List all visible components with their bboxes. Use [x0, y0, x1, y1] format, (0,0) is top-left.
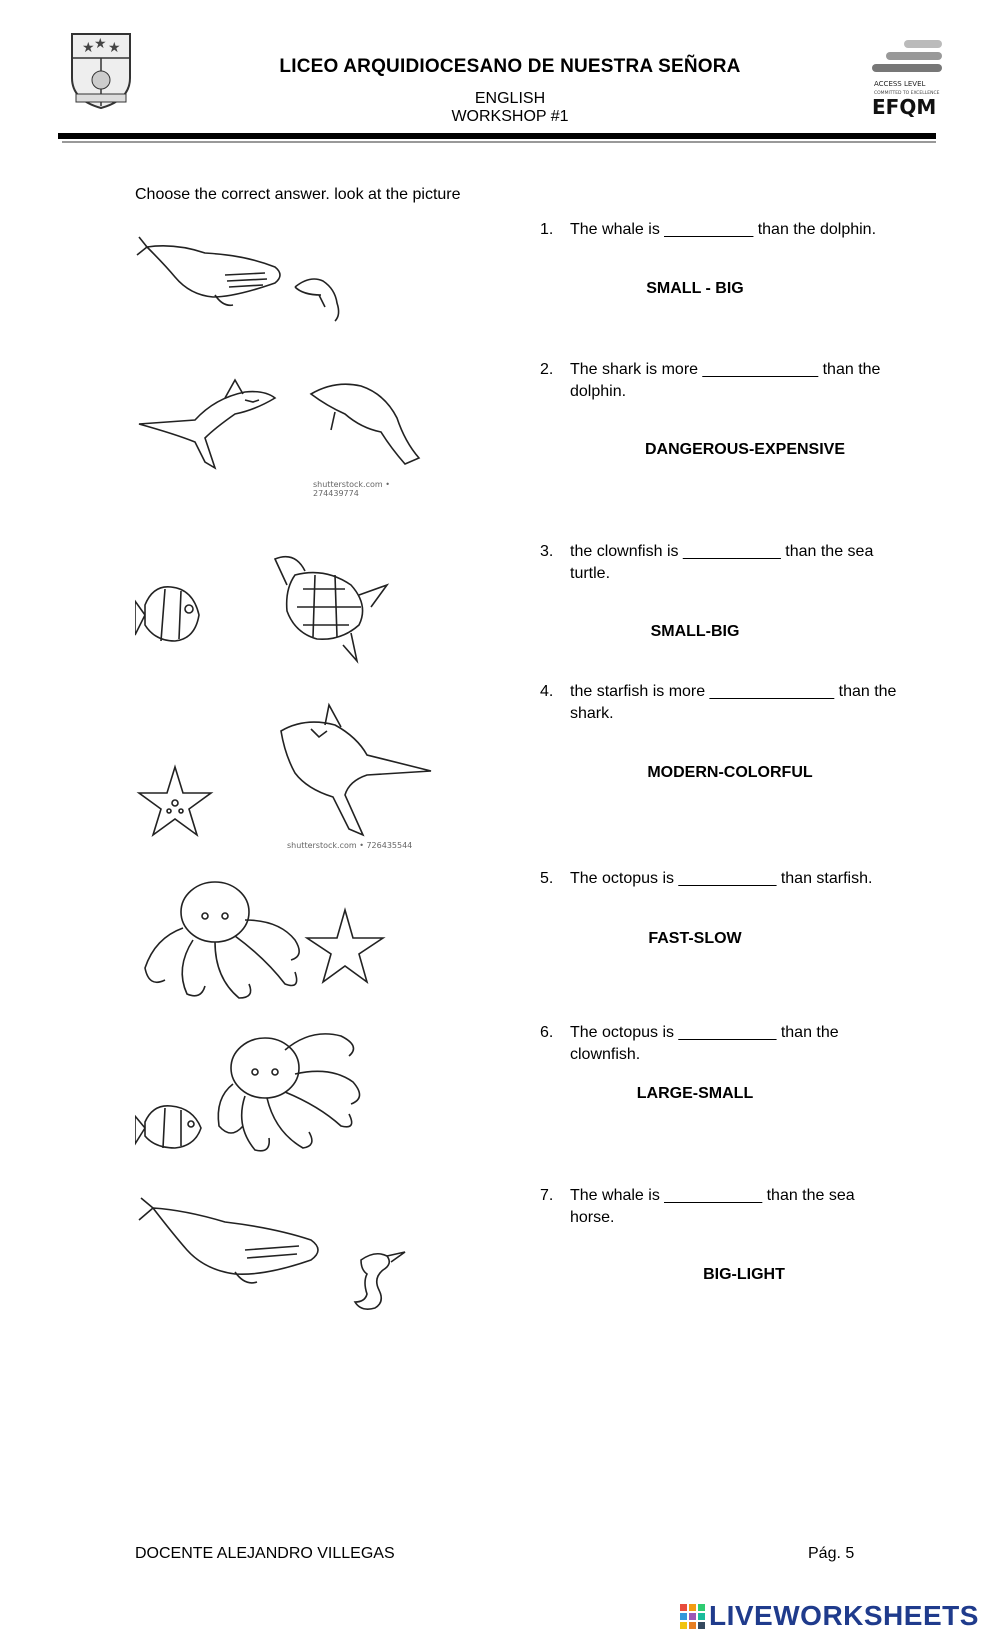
whale-dolphin-picture	[135, 225, 355, 340]
question-text: The octopus is ___________ than the clownfish.	[570, 1024, 839, 1063]
instruction-text: Choose the correct answer. look at the picture	[135, 186, 461, 203]
whale-seahorse-picture	[135, 1190, 435, 1325]
logo-square	[680, 1604, 687, 1611]
question-1-options: SMALL - BIG	[646, 280, 744, 297]
question-number: 7.	[540, 1187, 554, 1204]
question-5-options: FAST-SLOW	[648, 930, 742, 947]
liveworksheets-brand[interactable]	[680, 1598, 979, 1634]
question-7-options: BIG-LIGHT	[703, 1266, 785, 1283]
question-text: the starfish is more ______________ than the shark.	[570, 683, 897, 722]
shark-dolphin-picture	[135, 358, 425, 498]
school-name: LICEO ARQUIDIOCESANO DE NUESTRA SEÑORA	[279, 56, 741, 77]
header-rule-shadow	[62, 141, 936, 143]
question-3	[540, 541, 900, 585]
question-number: 1.	[540, 221, 554, 238]
question-text: The whale is ___________ than the sea horse.	[570, 1187, 855, 1226]
question-2-options: DANGEROUS-EXPENSIVE	[644, 441, 846, 458]
question-5	[540, 868, 900, 890]
efqm-logo-main-text: EFQM	[872, 95, 937, 118]
efqm-logo	[870, 38, 950, 118]
starfish-shark-credit: shutterstock.com • 726435544	[287, 841, 413, 850]
svg-text:★: ★	[94, 35, 107, 51]
question-number: 3.	[540, 543, 554, 560]
page-number: Pág. 5	[808, 1545, 855, 1562]
question-4-options: MODERN-COLORFUL	[647, 764, 813, 781]
clownfish-turtle-picture	[135, 545, 405, 670]
header-rule	[58, 133, 936, 139]
question-text: the clownfish is ___________ than the sea turtle.	[570, 543, 874, 582]
question-2	[540, 359, 900, 403]
workshop-title: WORKSHOP #1	[451, 108, 569, 125]
liveworksheets-brand-text: LIVEWORKSHEETS	[709, 1600, 979, 1631]
logo-square	[689, 1613, 696, 1620]
octopus-starfish-picture	[135, 868, 395, 1013]
question-6-options: LARGE-SMALL	[636, 1085, 754, 1102]
clownfish-octopus-picture	[135, 1022, 385, 1167]
question-text: The whale is __________ than the dolphin.	[570, 221, 877, 238]
question-text: The shark is more _____________ than the dolphin.	[570, 361, 881, 400]
question-6	[540, 1022, 900, 1066]
svg-text:★: ★	[82, 39, 95, 55]
shark-dolphin-credit: shutterstock.com • 274439774	[313, 480, 390, 498]
subject-title: ENGLISH	[474, 90, 546, 107]
question-number: 2.	[540, 361, 554, 378]
question-number: 4.	[540, 683, 554, 700]
logo-square	[680, 1613, 687, 1620]
question-7	[540, 1185, 900, 1229]
question-number: 6.	[540, 1024, 554, 1041]
question-text: The octopus is ___________ than starfish.	[570, 870, 873, 887]
efqm-logo-top-text: ACCESS LEVEL	[874, 80, 926, 88]
logo-square	[689, 1622, 696, 1629]
starfish-shark-picture	[135, 685, 445, 860]
question-4	[540, 681, 900, 725]
logo-square	[689, 1604, 696, 1611]
liveworksheets-logo-icon	[680, 1604, 705, 1629]
school-crest-logo	[68, 28, 134, 110]
question-1	[540, 219, 900, 241]
question-3-options: SMALL-BIG	[650, 623, 740, 640]
question-number: 5.	[540, 870, 554, 887]
logo-square	[680, 1622, 687, 1629]
efqm-logo-mid-text: COMMITTED TO EXCELLENCE	[874, 91, 940, 96]
logo-square	[698, 1622, 705, 1629]
logo-square	[698, 1604, 705, 1611]
logo-square	[698, 1613, 705, 1620]
teacher-name: DOCENTE ALEJANDRO VILLEGAS	[135, 1545, 395, 1562]
svg-text:★: ★	[108, 39, 121, 55]
